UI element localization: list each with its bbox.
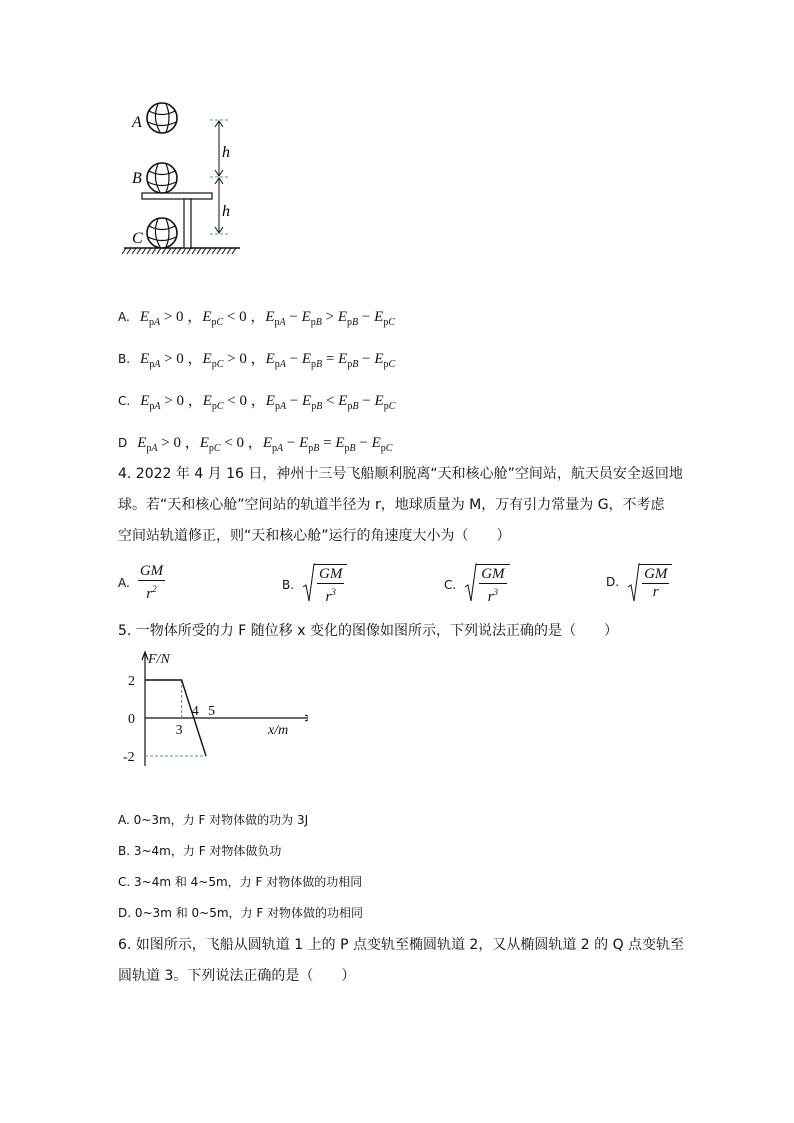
- option-letter: A.: [118, 310, 130, 324]
- option-letter: D: [118, 436, 128, 450]
- ball-a-icon: [147, 103, 177, 133]
- q3-option-d: [118, 431, 392, 454]
- q5-stem: 5. 一物体所受的力 F 随位移 x 变化的图像如图所示，下列说法正确的是（ ）: [118, 623, 618, 639]
- y-tick-label: 2: [128, 674, 135, 689]
- sqrt-icon: [302, 563, 347, 606]
- option-letter: D.: [606, 575, 620, 589]
- q5-option-b: B. 3~4m，力 F 对物体做负功: [118, 844, 282, 858]
- q3-option-a: [118, 305, 395, 328]
- option-expression: $E_{pA} > 0$ ，$E_{pC} > 0$ ，$E_{pA} - E_{pB} = E_{pB} - E_{pC}$: [140, 351, 396, 370]
- x-tick-label: 3: [175, 723, 183, 738]
- q4-stem-line2: 球。若“天和核心舱”空间站的轨道半径为 r，地球质量为 M，万有引力常量为 G，不考虑: [118, 497, 665, 513]
- q5-option-c: C. 3~4m 和 4~5m，力 F 对物体做的功相同: [118, 875, 363, 889]
- x-tick-label: 5: [208, 704, 215, 719]
- q3-option-b: [118, 347, 395, 370]
- x-axis-label: x/m: [268, 723, 289, 738]
- sqrt-icon: [464, 563, 509, 606]
- option-expression: $E_{pA} > 0$ ，$E_{pC} < 0$ ，$E_{pA} - E_{pB} < E_{pB} - E_{pC}$: [140, 393, 396, 412]
- y-tick-label: 0: [128, 712, 135, 727]
- fraction: $\frac{GM}{r}$: [644, 566, 668, 600]
- option-letter: B.: [282, 577, 295, 592]
- q4-stem-line3: 空间站轨道修正，则“天和核心舱”运行的角速度大小为（ ）: [118, 528, 511, 544]
- label-c: C: [132, 230, 143, 247]
- label-h-top: h: [222, 144, 230, 161]
- label-a: A: [132, 114, 142, 131]
- q6-stem-line2: 圆轨道 3。下列说法正确的是（ ）: [118, 968, 356, 984]
- fraction: $\frac{GM}{r^3}$: [481, 566, 505, 605]
- q3-option-c: [118, 389, 395, 412]
- option-letter: A.: [118, 576, 130, 590]
- sqrt-icon: [627, 563, 672, 601]
- q5-option-a: A. 0~3m，力 F 对物体做的功为 3J: [118, 813, 309, 827]
- q6-stem-line1: 6. 如图所示，飞船从圆轨道 1 上的 P 点变轨至椭圆轨道 2，又从椭圆轨道 2 的 Q 点变轨至: [118, 937, 685, 953]
- option-letter: C.: [118, 394, 131, 408]
- q4-option-a: [118, 563, 165, 603]
- label-b: B: [132, 170, 142, 187]
- q4-stem-line1: 4. 2022 年 4 月 16 日，神州十三号飞船顺利脱离“天和核心舱”空间站，航天员安全返回地: [118, 466, 683, 482]
- label-h-bottom: h: [222, 203, 230, 220]
- option-expression: $E_{pA} > 0$ ，$E_{pC} < 0$ ，$E_{pA} - E_{pB} > E_{pB} - E_{pC}$: [139, 309, 395, 328]
- q4-option-d: [606, 563, 672, 601]
- q4-option-c: [444, 563, 510, 606]
- x-tick-label: 4: [191, 704, 199, 719]
- option-letter: C.: [444, 577, 457, 592]
- y-axis-label: F/N: [148, 652, 170, 667]
- ball-c-icon: [147, 218, 177, 248]
- ball-height-figure: [118, 96, 248, 258]
- y-tick-label: -2: [123, 750, 135, 765]
- fraction: $\frac{GM}{r^3}$: [319, 566, 343, 605]
- force-displacement-chart: [118, 648, 308, 773]
- q5-option-d: D. 0~3m 和 0~5m，力 F 对物体做的功相同: [118, 906, 364, 920]
- option-expression: $E_{pA} > 0$ ，$E_{pC} < 0$ ，$E_{pA} - E_{pB} = E_{pB} - E_{pC}$: [137, 435, 393, 454]
- q4-option-b: [282, 563, 347, 606]
- fraction: $\frac{GM}{r^2}$: [139, 563, 164, 602]
- option-letter: B.: [118, 352, 131, 366]
- ball-b-icon: [147, 163, 177, 193]
